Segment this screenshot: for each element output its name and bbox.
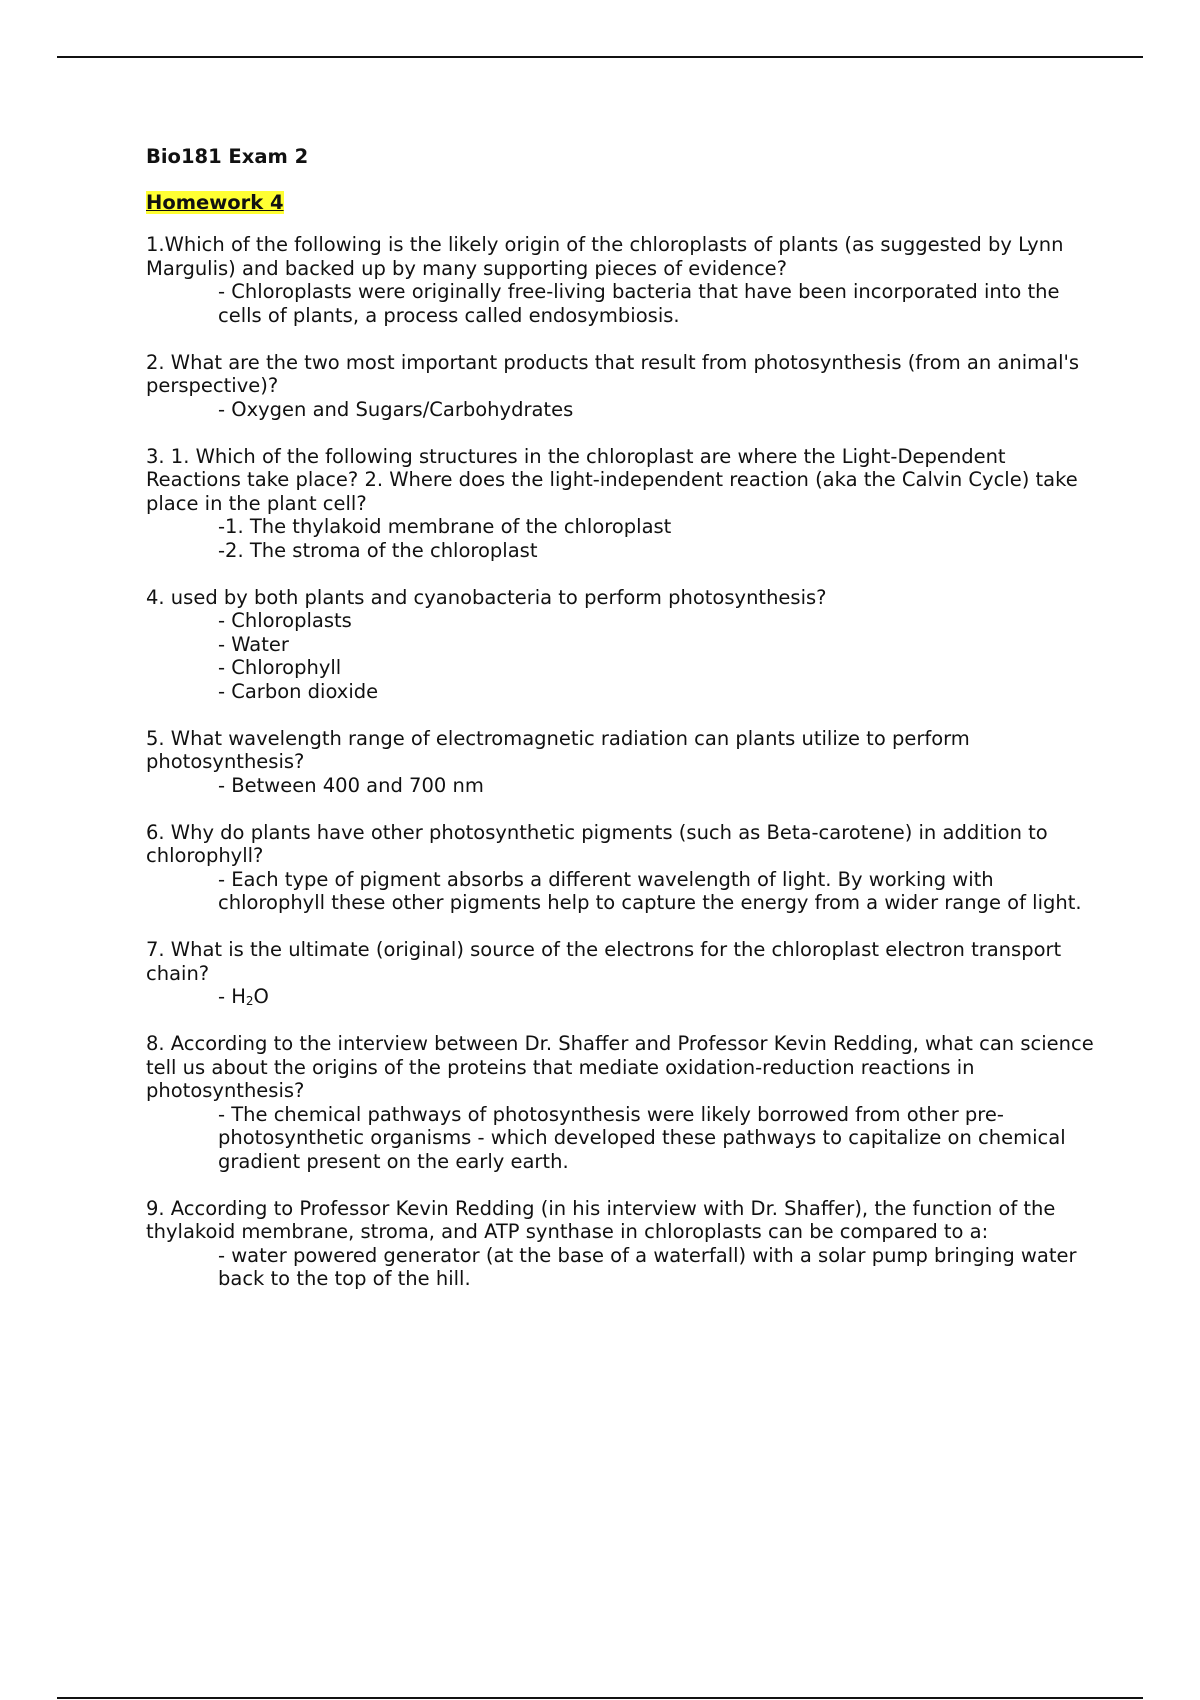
answer-list [146, 868, 1096, 915]
answer-item: - Chloroplasts [218, 609, 352, 632]
answer-list [146, 515, 1096, 562]
answer-list [146, 774, 1096, 798]
answer-item: - Oxygen and Sugars/Carbohydrates [218, 397, 574, 421]
answer-item: - Water [218, 632, 289, 656]
answer-list [146, 985, 1096, 1009]
answer-item: - Each type of pigment absorbs a different wavelength of light. By working with chlorophyll these other pigments help to capture the energy from a wider range of light. [218, 867, 1082, 914]
section-heading-text: Homework 4 [146, 190, 284, 214]
question-block-8 [146, 1032, 1096, 1173]
answer-item: -1. The thylakoid membrane of the chloroplast [218, 515, 672, 538]
answer-list [146, 1103, 1096, 1174]
answer-list [146, 398, 1096, 422]
answer-item: - The chemical pathways of photosynthesis were likely borrowed from other pre-photosynthetic organisms - which developed these pathways to capitalize on chemical gradient present on the early earth. [218, 1102, 1066, 1173]
question-text: 2. What are the two most important products that result from photosynthesis (from an animal's perspective)? [146, 350, 1080, 397]
question-block-3 [146, 445, 1096, 563]
answer-list [146, 280, 1096, 327]
question-text: 4. used by both plants and cyanobacteria to perform photosynthesis? [146, 585, 827, 609]
answer-prefix: - H [218, 985, 246, 1008]
answer-item: - Carbon dioxide [218, 679, 379, 703]
question-text: 9. According to Professor Kevin Redding (in his interview with Dr. Shaffer), the function of the thylakoid membrane, stroma, and ATP synthase in chloroplasts can be compared to a: [146, 1196, 1056, 1243]
answer-item: - Between 400 and 700 nm [218, 773, 484, 797]
answer-item: -2. The stroma of the chloroplast [218, 538, 538, 562]
question-block-5 [146, 727, 1096, 798]
answer-item: - water powered generator (at the base of a waterfall) with a solar pump bringing water back to the top of the hill. [218, 1243, 1077, 1290]
answer-subscript: 2 [245, 994, 254, 1008]
top-rule [57, 56, 1143, 58]
question-block-2 [146, 351, 1096, 422]
document-body [146, 145, 1096, 1314]
bottom-rule [57, 1697, 1143, 1699]
document-title: Bio181 Exam 2 [146, 145, 309, 168]
question-text: 7. What is the ultimate (original) source of the electrons for the chloroplast electron transport chain? [146, 938, 1062, 985]
answer-suffix: O [253, 985, 269, 1008]
section-heading [146, 191, 1096, 215]
question-text: 6. Why do plants have other photosynthetic pigments (such as Beta-carotene) in addition to chlorophyll? [146, 820, 1048, 867]
answer-item [218, 985, 1096, 1009]
question-block-7 [146, 938, 1096, 1009]
answer-list [146, 1244, 1096, 1291]
answer-item: - Chloroplasts were originally free-living bacteria that have been incorporated into the cells of plants, a process called endosymbiosis. [218, 280, 1060, 327]
question-text: 3. 1. Which of the following structures in the chloroplast are where the Light-Dependent Reactions take place? 2. Where does the light-independent reaction (aka the Calvin Cycle) take place in the plant cell? [146, 444, 1078, 515]
question-text: 8. According to the interview between Dr. Shaffer and Professor Kevin Redding, what can science tell us about the origins of the proteins that mediate oxidation-reduction reactions in photosynthesis? [146, 1032, 1094, 1102]
question-block-4 [146, 586, 1096, 704]
question-block-6 [146, 821, 1096, 915]
question-text: 1.Which of the following is the likely origin of the chloroplasts of plants (as suggested by Lynn Margulis) and backed up by many supporting pieces of evidence? [146, 233, 1064, 280]
question-block-9 [146, 1197, 1096, 1291]
answer-list [146, 609, 1096, 703]
question-block-1 [146, 233, 1096, 327]
answer-item: - Chlorophyll [218, 656, 342, 679]
question-text: 5. What wavelength range of electromagnetic radiation can plants utilize to perform photosynthesis? [146, 726, 970, 773]
